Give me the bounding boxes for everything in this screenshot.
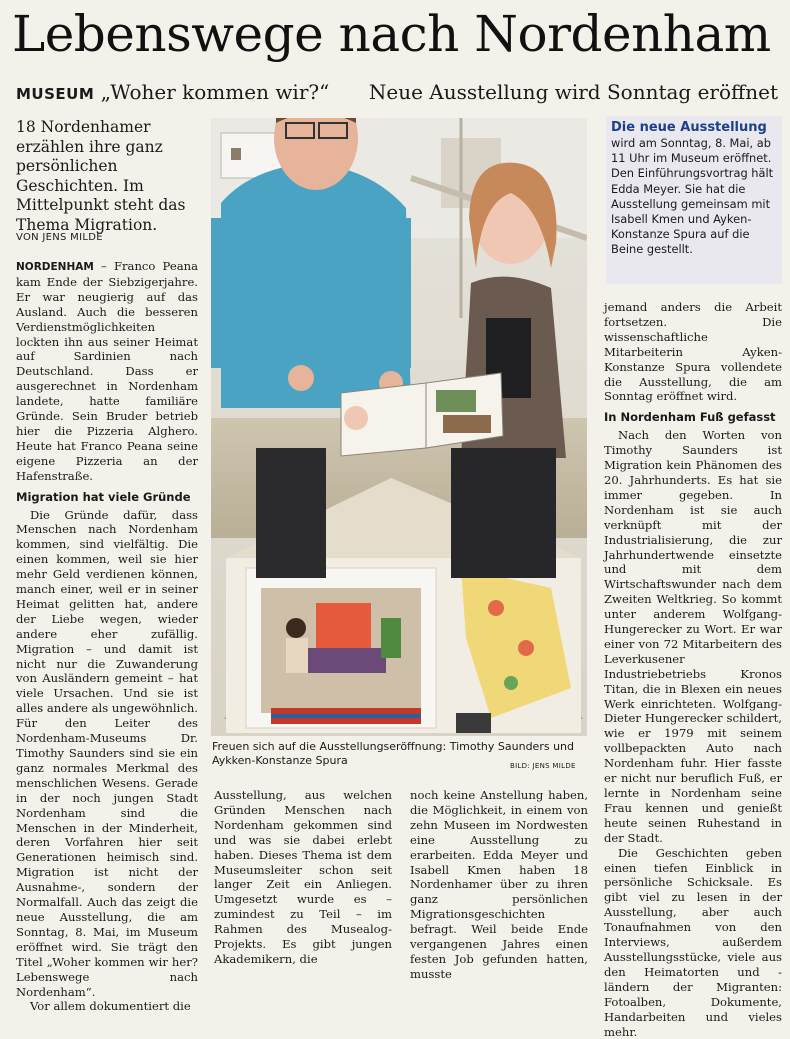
paragraph: Die Geschichten geben einen tiefen Einblick in persönliche Schicksale. Es gibt viel zu lesen in der Ausstellung, aber auch Tonaufnahmen von den Interviews, außerdem Ausstellungsstücke, viele aus den Heimatorten und -ländern der Migranten: Fotoalben, Dokumente, Handarbeiten und vieles mehr. (604, 845, 782, 1039)
dateline: NORDENHAM (16, 261, 94, 273)
paragraph: NORDENHAM – Franco Peana kam Ende der Siebzigerjahre. Er war neugierig auf das Ausland. Auch die besseren Verdienstmöglichkeiten lockten ihn aus seiner Heimat auf Sardinien nach Deutschland. Dass er ausgerechnet in Nordenham landete, hatte familiäre Gründe. Sein Bruder betrieb hier die Pizzeria Alghero. Heute hat Franco Peana seine eigene Pizzeria an der Hafenstraße. (16, 259, 198, 483)
section-label: MUSEUM (16, 85, 95, 103)
subtitle: Neue Ausstellung wird Sonntag eröffnet (368, 80, 778, 104)
paragraph: Nach den Worten von Timothy Saunders ist Migration kein Phänomen des 20. Jahrhunderts. Es hat sie immer gegeben. In Nordenham ist sie auch verknüpft mit der Industrialisierung, die zur Jahrhundertwende einsetzte und mit dem Wirtschaftswunder nach dem Zweiten Weltkrieg. So kommt unter anderem Wolfgang-Hungerecker zu Wort. Er war einer von 72 Mitarbeitern des Leverkusener Industriebetriebs Kronos Titan, die in Blexen ein neues Werk einrichteten. Wolfgang-Dieter Hungerecker schildert, wie er 1979 mit seinem vollbepackten Auto nach Nordenham fuhr. Hier fasste er nicht nur beruflich Fuß, er lernte in Nordenham seine Frau kennen und genießt heute seinen Ruhestand in der Stadt. (604, 428, 782, 845)
subheading: In Nordenham Fuß gefasst (604, 410, 776, 425)
headline: Lebenswege nach Nordenham (12, 5, 771, 63)
paragraph: noch keine Anstellung haben, die Möglichkeit, in einem von zehn Museen im Nordwesten eine Ausstellung zu erarbeiten. Edda Meyer und Isabell Kmen haben 18 Nordenhamer über zu ihren ganz persönlichen Migrationsgeschichten befragt. Weil beide Ende vergangenen Jahres einen festen Job gefunden hatten, musste (410, 788, 588, 981)
photo-credit: BILD: JENS MILDE (510, 762, 576, 770)
article-column-1 (16, 259, 198, 1014)
article-column-4 (604, 300, 782, 1039)
paragraph: jemand anders die Arbeit fortsetzen. Die wissenschaftliche Mitarbeiterin Ayken-Konstanze Spura vollendete die Ausstellung, die am Sonntag eröffnet wird. (604, 300, 782, 404)
article-column-3 (410, 788, 588, 982)
article-photo (211, 118, 587, 736)
photo-illustration (211, 118, 587, 736)
info-box-heading: Die neue Ausstellung (611, 120, 767, 135)
byline: VON JENS MILDE (16, 232, 103, 243)
paragraph: Vor allem dokumentiert die (30, 999, 191, 1014)
kicker (16, 78, 786, 106)
paragraph: Ausstellung, aus welchen Gründen Menschen nach Nordenham gekommen sind und was sie dabei erlebt haben. Dieses Thema ist dem Museumsleiter schon seit langer Zeit ein Anliegen. Umgesetzt wurde es – zumindest zu Teil – im Rahmen des Musealog-Projekts. Es gibt jungen Akademikern, die (214, 788, 392, 966)
photo-caption: Freuen sich auf die Ausstellungseröffnung: Timothy Saunders und Aykken-Konstanze Spura (212, 740, 575, 767)
info-box-text: wird am Sonntag, 8. Mai, ab 11 Uhr im Museum eröffnet. Den Einführungsvortrag hält Edda Meyer. Sie hat die Ausstellung gemeinsam mit Isabell Kmen und Ayken-Konstanze Spura auf die Beine gestellt. (611, 136, 774, 257)
info-box (606, 116, 782, 284)
lead-paragraph: 18 Nordenhamer erzählen ihre ganz persönlichen Geschichten. Im Mittelpunkt steht das Thema Migration. (16, 118, 186, 234)
kicker-quote: „Woher kommen wir?“ (100, 80, 330, 104)
paragraph: Die Gründe dafür, dass Menschen nach Nordenham kommen, sind vielfältig. Die einen kommen, weil sie hier mehr Geld verdienen können, manch einer, weil er in seiner Heimat gelitten hat, andere der Liebe wegen, wieder andere eher zufällig. Migration – und damit ist nicht nur die Zuwanderung von Ausländern gemeint – hat viele Ursachen. Und sie ist alles andere als ungewöhnlich. Für den Leiter des Nordenham-Museums Dr. Timothy Saunders sind sie ein ganz normales Merkmal des menschlichen Wesens. Gerade in der noch jungen Stadt Nordenham sind die Menschen in der Minderheit, deren Vorfahren hier seit Generationen heimisch sind. Migration ist nicht der Ausnahme-, sondern der Normalfall. Auch das zeigt die neue Ausstellung, die am Sonntag, 8. Mai, im Museum eröffnet wird. Sie trägt den Titel „Woher kommen wir her? Lebenswege nach Nordenham“. (16, 507, 198, 999)
subheading: Migration hat viele Gründe (16, 489, 191, 504)
article-column-2 (214, 788, 392, 967)
